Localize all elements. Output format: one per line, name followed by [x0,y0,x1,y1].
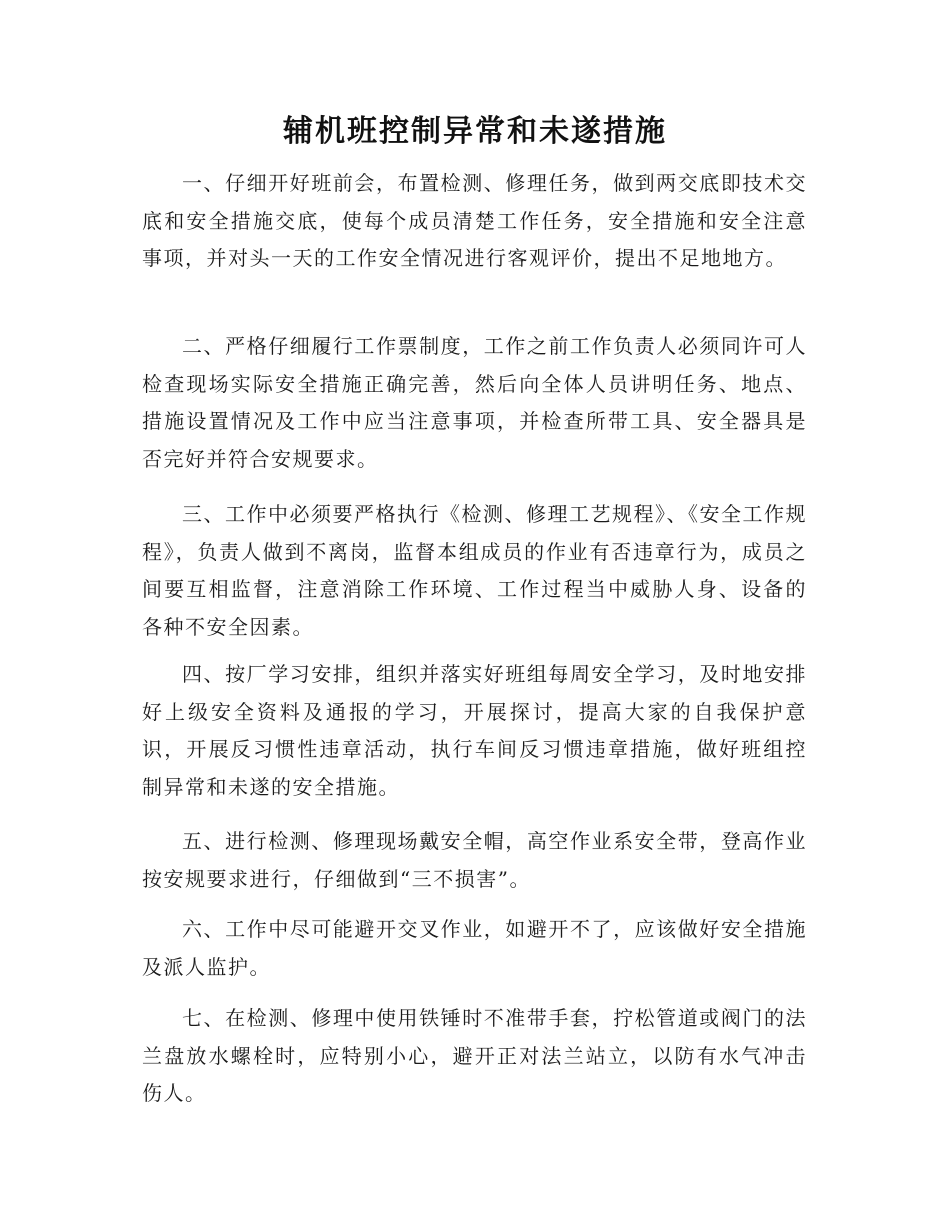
paragraph-5: 五、进行检测、修理现场戴安全帽，高空作业系安全带，登高作业按安规要求进行，仔细做到“三不损害”。 [142,829,807,891]
paragraph-1: 一、仔细开好班前会，布置检测、修理任务，做到两交底即技术交底和安全措施交底，使每个成员清楚工作任务，安全措施和安全注意事项，并对头一天的工作安全情况进行客观评价，提出不足地地方。 [142,171,807,270]
paragraph-3: 三、工作中必须要严格执行《检测、修理工艺规程》、《安全工作规程》，负责人做到不离岗，监督本组成员的作业有否违章行为，成员之间要互相监督，注意消除工作环境、工作过程当中威胁人身、设备的各种不安全因素。 [142,502,807,639]
paragraph-7: 七、在检测、修理中使用铁锤时不准带手套，拧松管道或阀门的法兰盘放水螺栓时，应特别小心，避开正对法兰站立，以防有水气冲击伤人。 [142,1006,807,1105]
paragraph-2: 二、严格仔细履行工作票制度，工作之前工作负责人必须同许可人检查现场实际安全措施正确完善，然后向全体人员讲明任务、地点、措施设置情况及工作中应当注意事项，并检查所带工具、安全器具是否完好并符合安规要求。 [142,334,807,471]
paragraph-4: 四、按厂学习安排，组织并落实好班组每周安全学习，及时地安排好上级安全资料及通报的学习，开展探讨，提高大家的自我保护意识，开展反习惯性违章活动，执行车间反习惯违章措施，做好班组控制异常和未遂的安全措施。 [142,662,807,799]
document-title: 辅机班控制异常和未遂措施 [283,114,667,149]
paragraph-6: 六、工作中尽可能避开交叉作业，如避开不了，应该做好安全措施及派人监护。 [142,917,807,979]
